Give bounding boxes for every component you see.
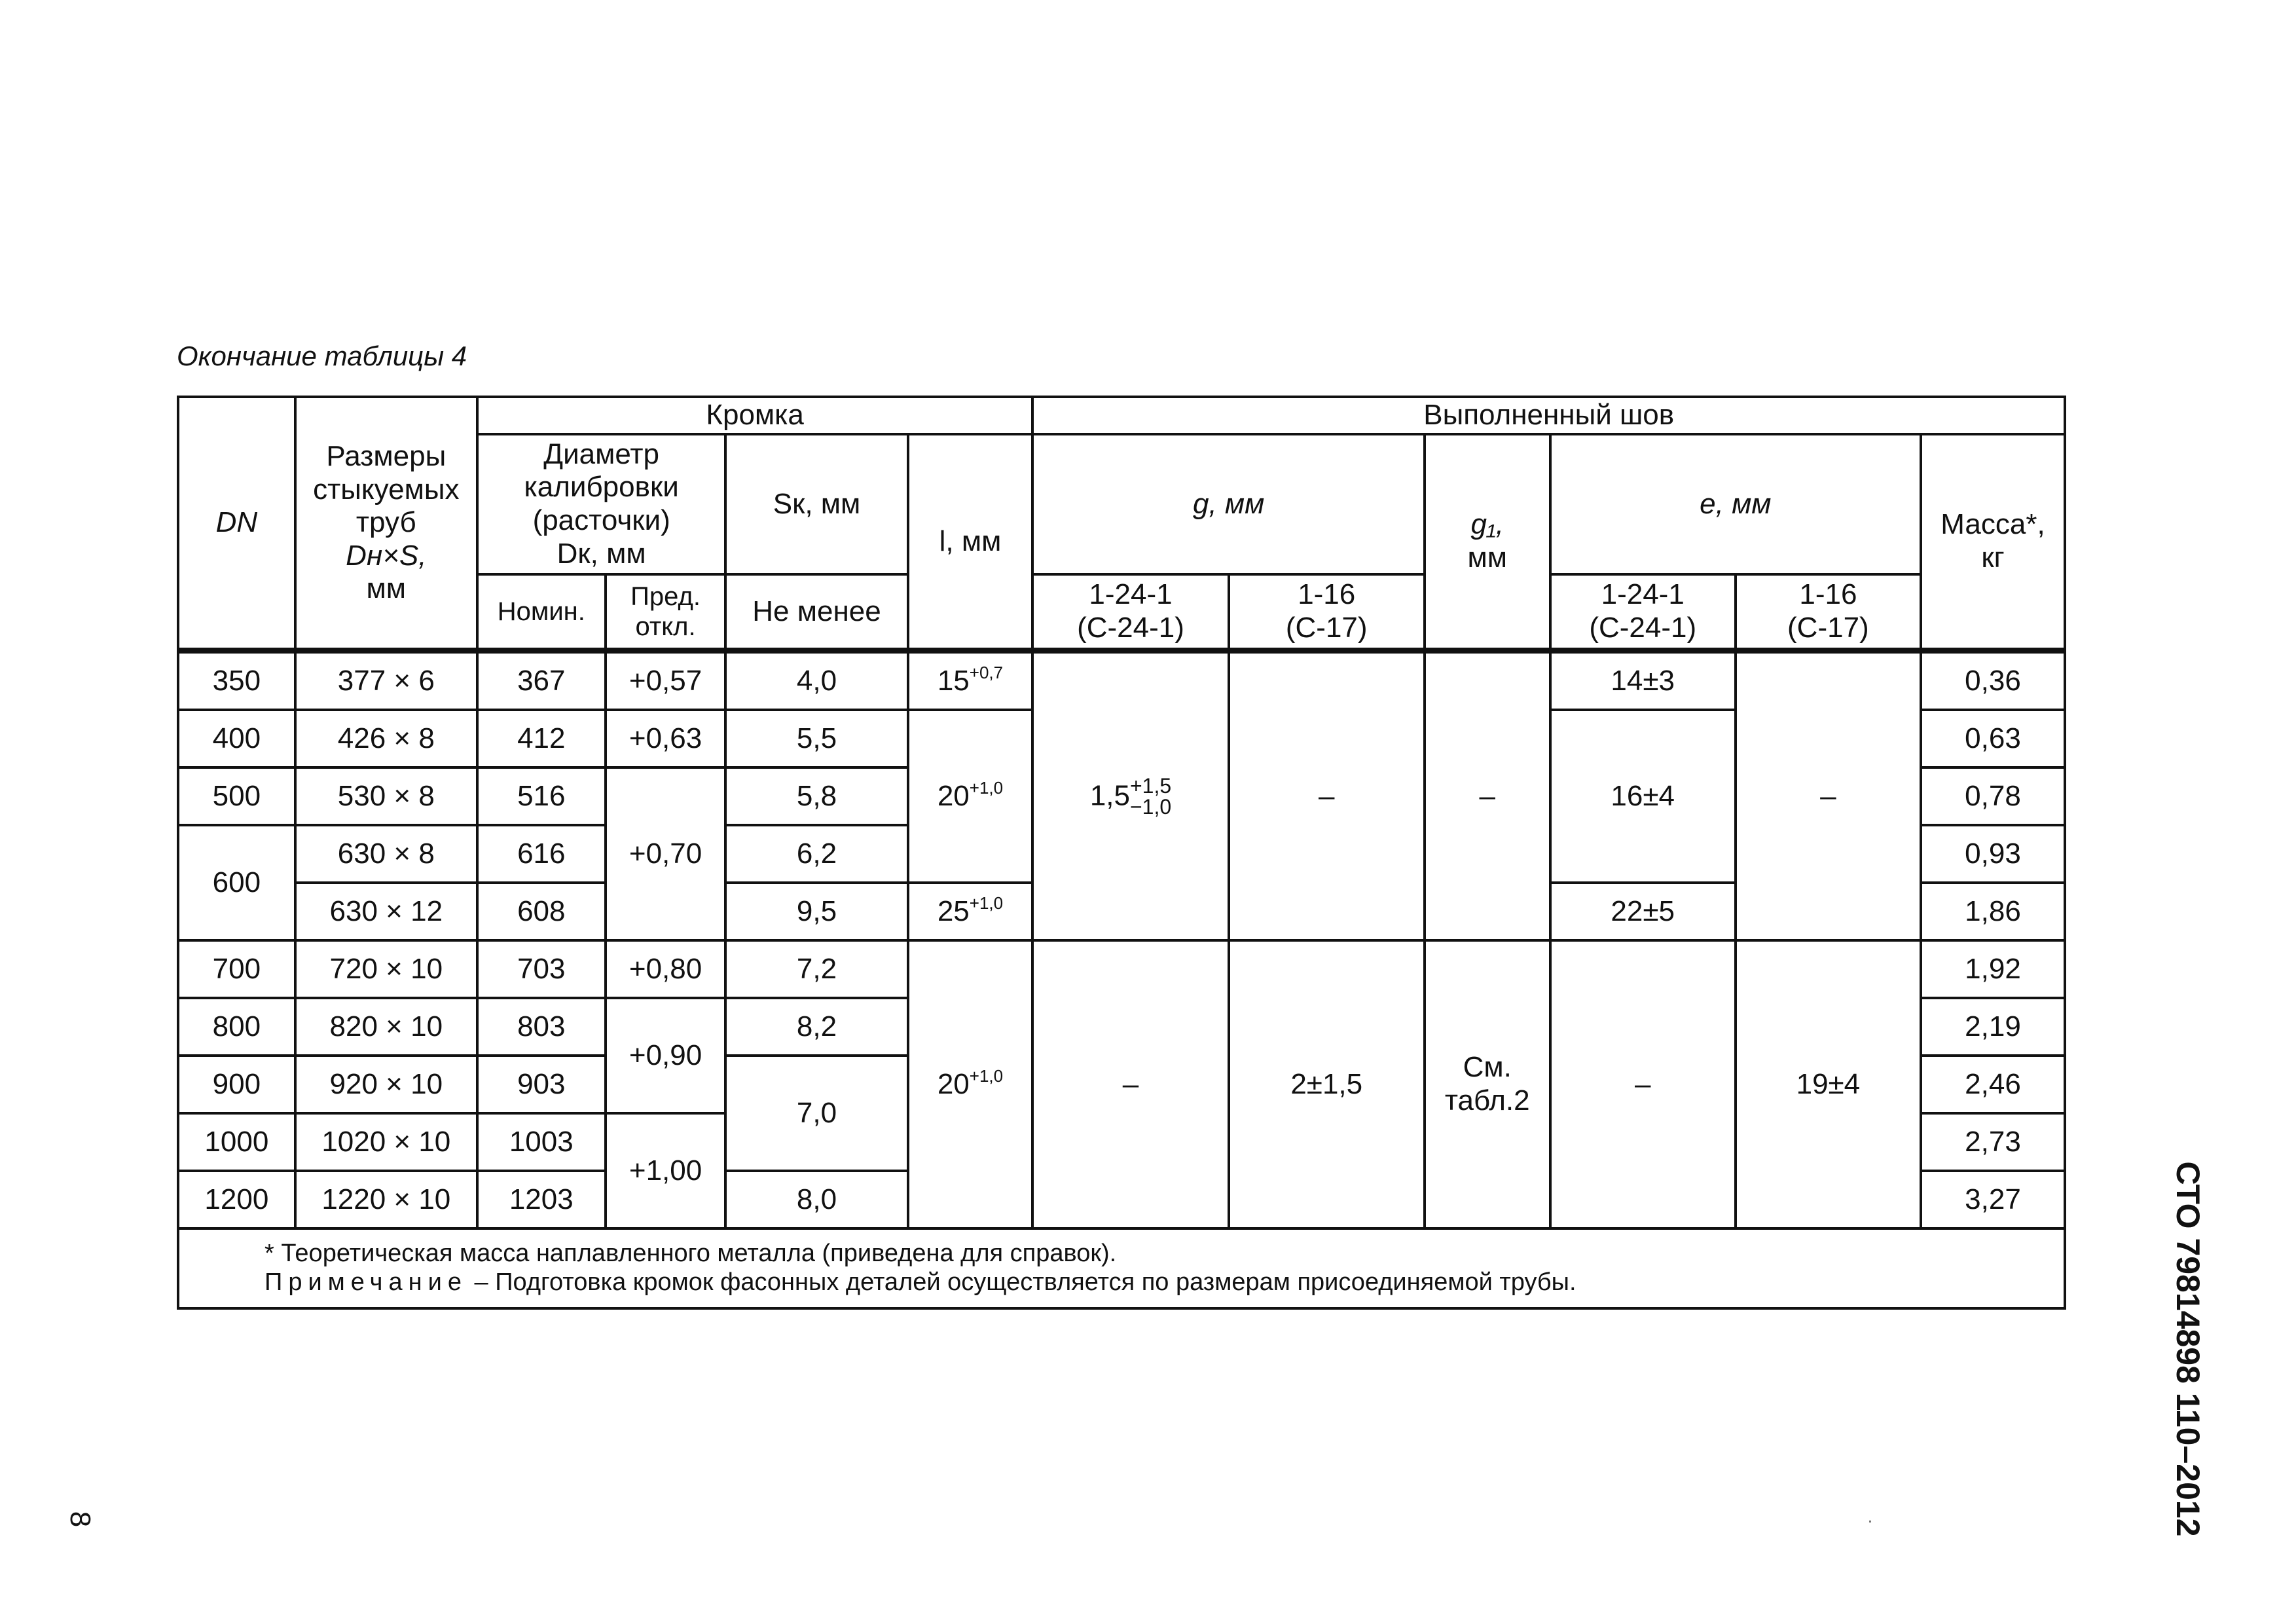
col-header-pred-otkl: Пред. откл.: [606, 574, 726, 651]
dn-cell: 400: [178, 710, 295, 767]
col-header-l: l, мм: [908, 434, 1033, 651]
col-header-calib-diameter: Диаметр калибровки (расточки) Dк, мм: [477, 434, 726, 574]
col-header-g-1-24-1: 1-24-1 (С-24-1): [1032, 574, 1228, 651]
e-1-24-1-cell: 14±3: [1550, 651, 1736, 710]
pipe-size-cell: 920 × 10: [295, 1056, 477, 1113]
sk-cell: 8,0: [725, 1171, 907, 1228]
pipe-size-cell: 720 × 10: [295, 940, 477, 998]
tolerance-cell: +0,90: [606, 998, 726, 1113]
nominal-cell: 616: [477, 825, 606, 883]
sk-cell: 5,8: [725, 767, 907, 825]
e-1-24-1-cell: 22±5: [1550, 883, 1736, 940]
nominal-cell: 703: [477, 940, 606, 998]
g-1-16-bottom-cell: 2±1,5: [1229, 940, 1425, 1228]
pipe-size-cell: 426 × 8: [295, 710, 477, 767]
data-table: [177, 396, 2066, 1310]
note-text: Примечание – Подготовка кромок фасонных деталей осуществляется по размерам присоединяемой трубы.: [264, 1268, 1576, 1296]
pipe-size-cell: 530 × 8: [295, 767, 477, 825]
table-caption: Окончание таблицы 4: [177, 341, 467, 371]
nominal-cell: 903: [477, 1056, 606, 1113]
mass-cell: 0,63: [1921, 710, 2065, 767]
nominal-cell: 1003: [477, 1113, 606, 1171]
dn-cell: 500: [178, 767, 295, 825]
g1-top-cell: –: [1425, 651, 1550, 941]
col-header-e: е, мм: [1550, 434, 1921, 574]
tolerance-cell: +0,63: [606, 710, 726, 767]
dn-cell: 600: [178, 825, 295, 940]
pipe-size-cell: 377 × 6: [295, 651, 477, 710]
sk-cell: 7,0: [725, 1056, 907, 1171]
pipe-size-cell: 1020 × 10: [295, 1113, 477, 1171]
e-1-24-1-bottom-cell: –: [1550, 940, 1736, 1228]
mass-cell: 0,93: [1921, 825, 2065, 883]
document-code: СТО 79814898 110–2012: [2170, 1161, 2206, 1537]
e-1-16-top-cell: –: [1736, 651, 1921, 941]
col-header-e-1-16: 1-16 (С-17): [1736, 574, 1921, 651]
pipe-size-cell: 820 × 10: [295, 998, 477, 1056]
table-footnote: [178, 1228, 2065, 1308]
sk-cell: 6,2: [725, 825, 907, 883]
mass-cell: 1,92: [1921, 940, 2065, 998]
col-header-g-1-16: 1-16 (С-17): [1229, 574, 1425, 651]
table-row: [178, 651, 2065, 710]
tolerance-cell: +0,70: [606, 767, 726, 940]
tolerance-cell: +0,80: [606, 940, 726, 998]
l-cell: $20^{+1,0}$: [908, 710, 1033, 883]
tolerance-cell: +0,57: [606, 651, 726, 710]
sk-cell: 8,2: [725, 998, 907, 1056]
dn-cell: 1200: [178, 1171, 295, 1228]
nominal-cell: 1203: [477, 1171, 606, 1228]
mass-cell: 1,86: [1921, 883, 2065, 940]
col-header-dn: DN: [178, 397, 295, 651]
dn-cell: 700: [178, 940, 295, 998]
e-1-16-bottom-cell: 19±4: [1736, 940, 1921, 1228]
dn-cell: 1000: [178, 1113, 295, 1171]
l-cell: $25^{+1,0}$: [908, 883, 1033, 940]
group-header-weld: Выполненный шов: [1032, 397, 2065, 434]
g-1-24-1-bottom-cell: –: [1032, 940, 1228, 1228]
col-header-pipe-sizes: Размеры стыкуемых труб Dн×S, мм: [295, 397, 477, 651]
sk-cell: 9,5: [725, 883, 907, 940]
g-1-16-top-cell: –: [1229, 651, 1425, 941]
group-header-edge: Кромка: [477, 397, 1033, 434]
page-number: 8: [64, 1511, 96, 1528]
nominal-cell: 367: [477, 651, 606, 710]
sk-cell: 7,2: [725, 940, 907, 998]
g-1-24-1-top-cell: 1,5 +1,5 −1,0: [1032, 651, 1228, 941]
l-cell: $20^{+1,0}$: [908, 940, 1033, 1228]
mass-cell: 2,46: [1921, 1056, 2065, 1113]
speck: [1869, 1521, 1871, 1522]
pipe-size-cell: 630 × 12: [295, 883, 477, 940]
col-header-sk: Sк, мм: [725, 434, 907, 574]
mass-cell: 2,19: [1921, 998, 2065, 1056]
dn-cell: 900: [178, 1056, 295, 1113]
pipe-size-cell: 1220 × 10: [295, 1171, 477, 1228]
l-cell: $15^{+0,7}$: [908, 651, 1033, 710]
mass-cell: 0,36: [1921, 651, 2065, 710]
nominal-cell: 803: [477, 998, 606, 1056]
pipe-size-cell: 630 × 8: [295, 825, 477, 883]
mass-cell: 2,73: [1921, 1113, 2065, 1171]
nominal-cell: 412: [477, 710, 606, 767]
e-1-24-1-cell: 16±4: [1550, 710, 1736, 883]
col-header-ne-menee: Не менее: [725, 574, 907, 651]
dn-cell: 350: [178, 651, 295, 710]
col-header-g1: g₁, мм: [1425, 434, 1550, 651]
col-header-mass: Масса*, кг: [1921, 434, 2065, 651]
col-header-nomin: Номин.: [477, 574, 606, 651]
tolerance-cell: +1,00: [606, 1113, 726, 1228]
g1-bottom-cell: См. табл.2: [1425, 940, 1550, 1228]
footnote-text: * Теоретическая масса наплавленного металла (приведена для справок).: [264, 1240, 1117, 1268]
mass-cell: 3,27: [1921, 1171, 2065, 1228]
table-row: [178, 940, 2065, 998]
sk-cell: 4,0: [725, 651, 907, 710]
mass-cell: 0,78: [1921, 767, 2065, 825]
nominal-cell: 608: [477, 883, 606, 940]
nominal-cell: 516: [477, 767, 606, 825]
col-header-e-1-24-1: 1-24-1 (С-24-1): [1550, 574, 1736, 651]
dn-cell: 800: [178, 998, 295, 1056]
sk-cell: 5,5: [725, 710, 907, 767]
col-header-g: g, мм: [1032, 434, 1424, 574]
